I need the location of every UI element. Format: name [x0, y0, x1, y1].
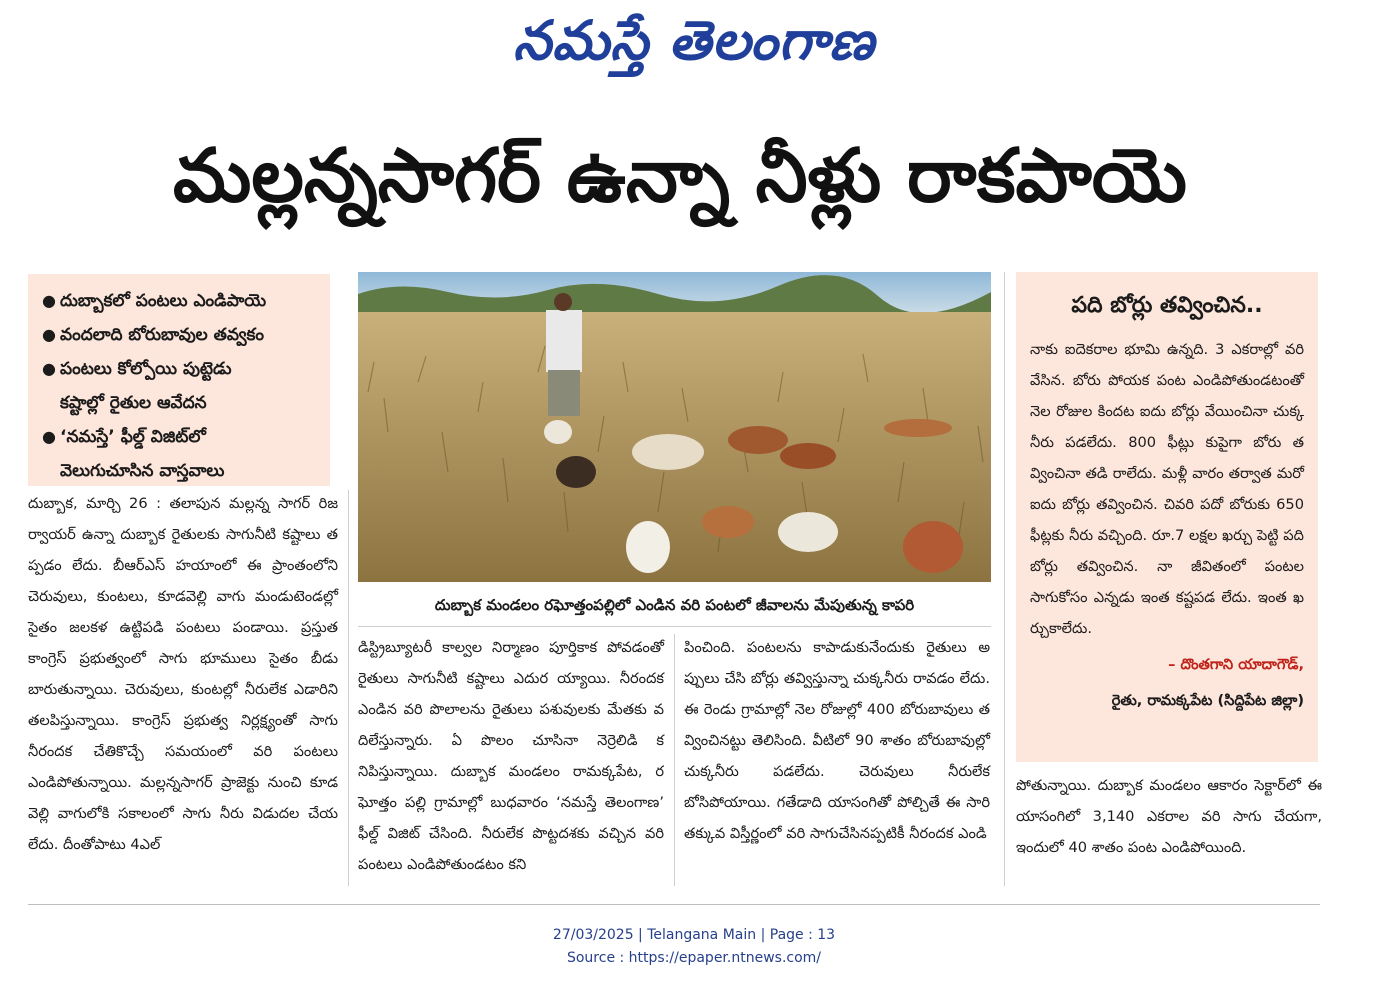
photo-caption: దుబ్బాక మండలం రఘోత్తంపల్లిలో ఎండిన వరి పంటలో జీవాలను మేపుతున్న కాపరి — [358, 586, 991, 627]
quote-box-text: నాకు ఐదెకరాల భూమి ఉన్నది. 3 ఎకరాల్లో వరి వేసిన. బోరు పోయక పంట ఎండిపోతుండటంతో నెల రోజుల కిందట ఐదు బోర్లు వేయించినా చుక్క నీరు పడలేదు. 800 ఫీట్లు కుపైగా బోరు తవ్వించినా తడి రాలేదు. మళ్లీ వారం తర్వాత మరో ఐదు బోర్లు తవ్వించిన. చివరి పదో బోరుకు 650 ఫీట్లకు నీరు వచ్చింది. రూ.7 లక్షల ఖర్చు పెట్టి పది బోర్లు తవ్వించిన. నా జీవితంలో పంటల సాగుకోసం ఎన్నడు ఇంత కష్టపడ లేదు. ఇంత ఖర్చుకాలేదు. — [1030, 341, 1304, 637]
article-text: పోతున్నాయి. దుబ్బాక మండలం ఆకారం సెక్టార్‌లో ఈ యాసంగిలో 3,140 ఎకరాల వరి సాగు చేయగా, ఇందులో 40 శాతం పంట ఎండిపోయింది. — [1016, 777, 1322, 856]
quote-box-title: పది బోర్లు తవ్వించిన.. — [1071, 293, 1263, 318]
highlight-text: పంటలు కోల్పోయి పుట్టెడు — [60, 359, 232, 379]
highlight-item-continued — [42, 386, 322, 420]
article-column-1 — [28, 488, 338, 860]
article-text: డిస్ట్రిబ్యూటరీ కాల్వల నిర్మాణం పూర్తికాక పోవడంతో రైతులు సాగునీటి కష్టాలు ఎదుర య్యాయి. నీరందక ఎండిన వరి పొలాలను రైతులు పశువులకు మేతకు వదిలేస్తున్నారు. ఏ పొలం చూసినా నెర్రెలిడి కనిపిస్తున్నాయి. దుబ్బాక మండలం రామక్కపేట, రఘోత్తం పల్లి గ్రామాల్లో బుధవారం ‘నమస్తే తెలంగాణ’ ఫీల్డ్ విజిట్ చేసింది. నీరులేక పొట్టదశకు వచ్చిన వరి పంటలు ఎండిపోతుండటం కని — [358, 639, 664, 873]
bullet-icon: ● — [42, 359, 56, 378]
news-photo — [358, 272, 991, 582]
footer-source-link[interactable]: Source : https://epaper.ntnews.com/ — [566, 950, 822, 966]
bullet-icon: ● — [42, 291, 56, 310]
highlight-item — [42, 352, 322, 386]
farmer-quote-box — [1016, 272, 1318, 762]
footer-divider — [28, 904, 1320, 905]
article-column-3 — [684, 632, 990, 849]
highlight-text: ‘నమస్తే’ ఫీల్డ్ విజిట్‌లో — [60, 427, 206, 447]
highlight-item — [42, 284, 322, 318]
highlight-item — [42, 420, 322, 454]
quote-signature-name: – దొంతగాని యాదాగౌడ్, — [1168, 656, 1304, 673]
article-text: దుబ్బాక, మార్చి 26 : తలాపున మల్లన్న సాగర్ రిజర్వాయర్ ఉన్నా దుబ్బాక రైతులకు సాగునీటి కష్టాలు తప్పడం లేదు. బీఆర్‌ఎస్ హయాంలో ఈ ప్రాంతంలోని చెరువులు, కుంటలు, కూడవెల్లి వాగు మండుటెండల్లో సైతం జలకళ ఉట్టిపడి పంటలు పండాయి. ప్రస్తుత కాంగ్రెస్ ప్రభుత్వంలో సాగు భూములు సైతం బీడు బారుతున్నాయి. చెరువులు, కుంటల్లో నీరులేక ఎడారిని తలపిస్తున్నాయి. కాంగ్రెస్ ప్రభుత్వ నిర్లక్ష్యంతో సాగు నీరందక చేతికొచ్చే సమయంలో వరి పంటలు ఎండిపోతున్నాయి. మల్లన్నసాగర్ ప్రాజెక్టు నుంచి కూడవెల్లి వాగులోకి సకాలంలో సాగు నీరు విడుదల చేయలేదు. దీంతోపాటు 4ఎల్ — [28, 495, 338, 853]
column-divider — [674, 634, 675, 886]
article-column-4 — [1016, 770, 1322, 863]
quote-signature-place: రైతు, రామక్కపేట (సిద్దిపేట జిల్లా) — [1111, 692, 1304, 709]
highlights-box — [28, 274, 330, 486]
highlight-item — [42, 318, 322, 352]
highlight-text: వందలాది బోరుబావుల తవ్వకం — [60, 325, 265, 345]
footer-date-page: 27/03/2025 | Telangana Main | Page : 13 — [552, 927, 836, 943]
bullet-icon: ● — [42, 325, 56, 344]
article-column-2 — [358, 632, 664, 880]
article-text: పించింది. పంటలను కాపాడుకునేందుకు రైతులు అప్పులు చేసి బోర్లు తవ్విస్తున్నా చుక్కనీరు రావడం లేదు. ఈ రెండు గ్రామాల్లో నెల రోజుల్లో 400 బోరుబావులు తవ్వించినట్టు తెలిసింది. వీటిలో 90 శాతం బోరుబావుల్లో చుక్కనీరు పడలేదు. చెరువులు నీరులేక బోసిపోయాయి. గతేడాది యాసంగితో పోల్చితే ఈ సారి తక్కువ విస్తీర్ణంలో వరి సాగుచేసినప్పటికీ నీరందక ఎండి — [684, 639, 990, 842]
headline: మల్లన్నసాగర్ ఉన్నా నీళ్లు రాకపాయె — [173, 133, 1187, 219]
highlight-text: వెలుగుచూసిన వాస్తవాలు — [60, 461, 225, 481]
highlight-text: దుబ్బాకలో పంటలు ఎండిపాయె — [60, 291, 267, 311]
highlight-item-continued — [42, 454, 322, 488]
highlight-text: కష్టాల్లో రైతుల ఆవేదన — [60, 393, 207, 413]
bullet-icon: ● — [42, 427, 56, 446]
column-divider — [1004, 272, 1005, 886]
column-divider — [348, 490, 349, 886]
masthead-logo: నమస్తే తెలంగాణ — [513, 9, 875, 72]
